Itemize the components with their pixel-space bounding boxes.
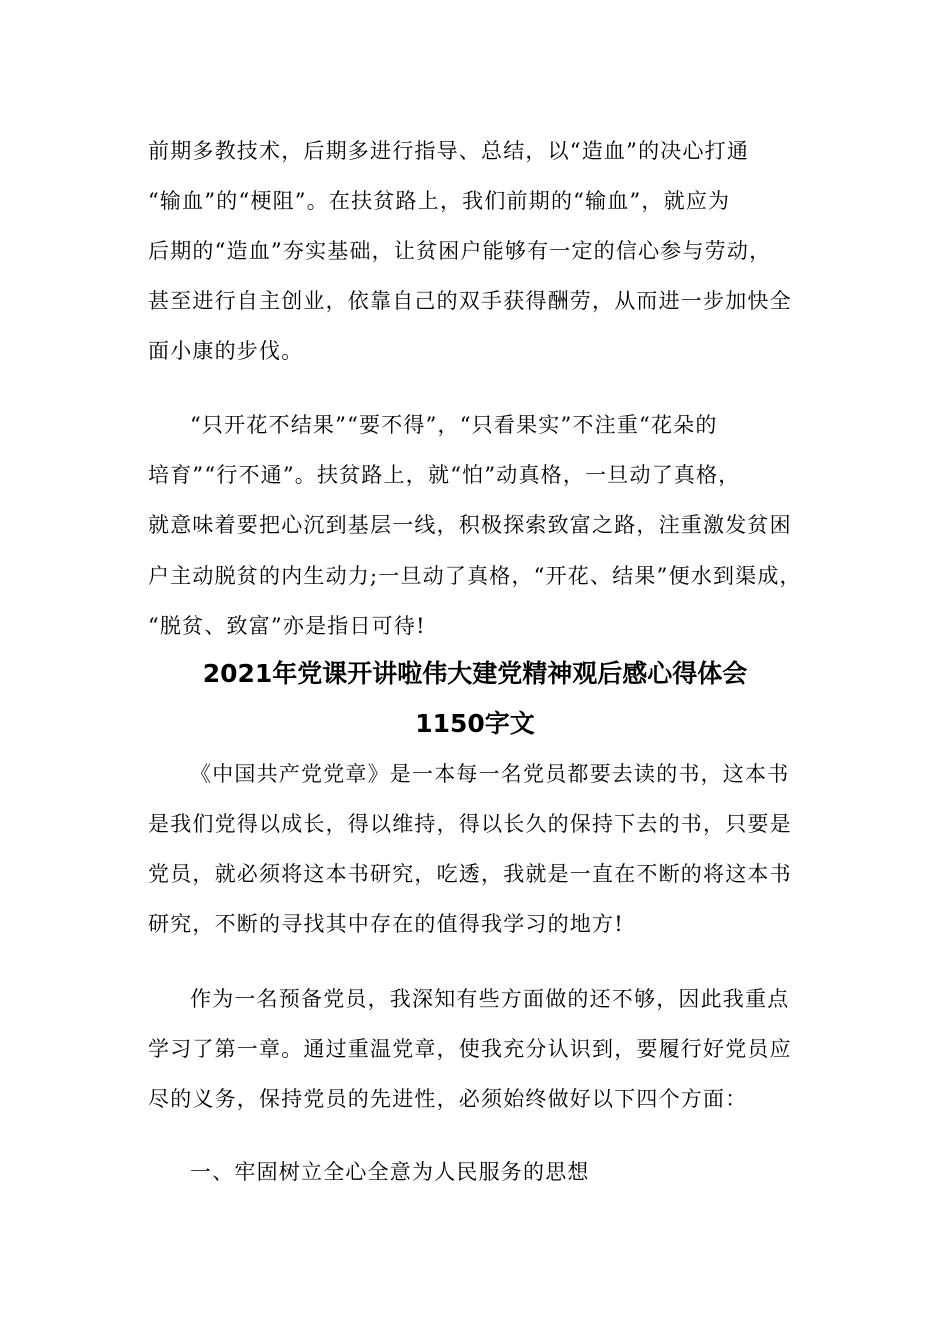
text-line: 学习了第一章。通过重温党章，使我充分认识到，要履行好党员应 <box>148 1037 792 1061</box>
text-line: “输血”的“梗阻”。在扶贫路上，我们前期的“输血”，就应为 <box>148 189 731 213</box>
text-line: 《中国共产党党章》是一本每一名党员都要去读的书，这本书 <box>190 762 790 786</box>
text-line: 培育”“行不通”。扶贫路上，就“怕”动真格，一旦动了真格， <box>148 463 741 487</box>
section-heading: 一、牢固树立全心全意为人民服务的思想 <box>190 1160 590 1184</box>
text-line: 就意味着要把心沉到基层一线，积极探索致富之路，注重激发贫困 <box>148 513 792 537</box>
title-line-2: 1150字文 <box>415 709 535 738</box>
text-line: 户主动脱贫的内生动力;一旦动了真格，“开花、结果”便水到渠成， <box>148 564 802 588</box>
text-line: 后期的“造血”夯实基础，让贫困户能够有一定的信心参与劳动， <box>148 239 772 263</box>
text-line: 前期多教技术，后期多进行指导、总结，以“造血”的决心打通 <box>148 139 750 163</box>
text-line: 尽的义务，保持党员的先进性，必须始终做好以下四个方面： <box>148 1087 748 1111</box>
text-line: 甚至进行自主创业，依靠自己的双手获得酬劳，从而进一步加快全 <box>148 289 792 313</box>
text-line: 面小康的步伐。 <box>148 339 304 363</box>
text-line: 作为一名预备党员，我深知有些方面做的还不够，因此我重点 <box>190 987 790 1011</box>
title-line-1: 2021年党课开讲啦伟大建党精神观后感心得体会 <box>202 659 748 688</box>
text-line: 是我们党得以成长，得以维持，得以长久的保持下去的书，只要是 <box>148 812 792 836</box>
text-line: 研究，不断的寻找其中存在的值得我学习的地方! <box>148 912 624 936</box>
text-line: 党员，就必须将这本书研究，吃透，我就是一直在不断的将这本书 <box>148 862 792 886</box>
text-line: “只开花不结果”“要不得”，“只看果实”不注重“花朵的 <box>190 413 718 437</box>
text-line: “脱贫、致富”亦是指日可待! <box>148 614 426 638</box>
